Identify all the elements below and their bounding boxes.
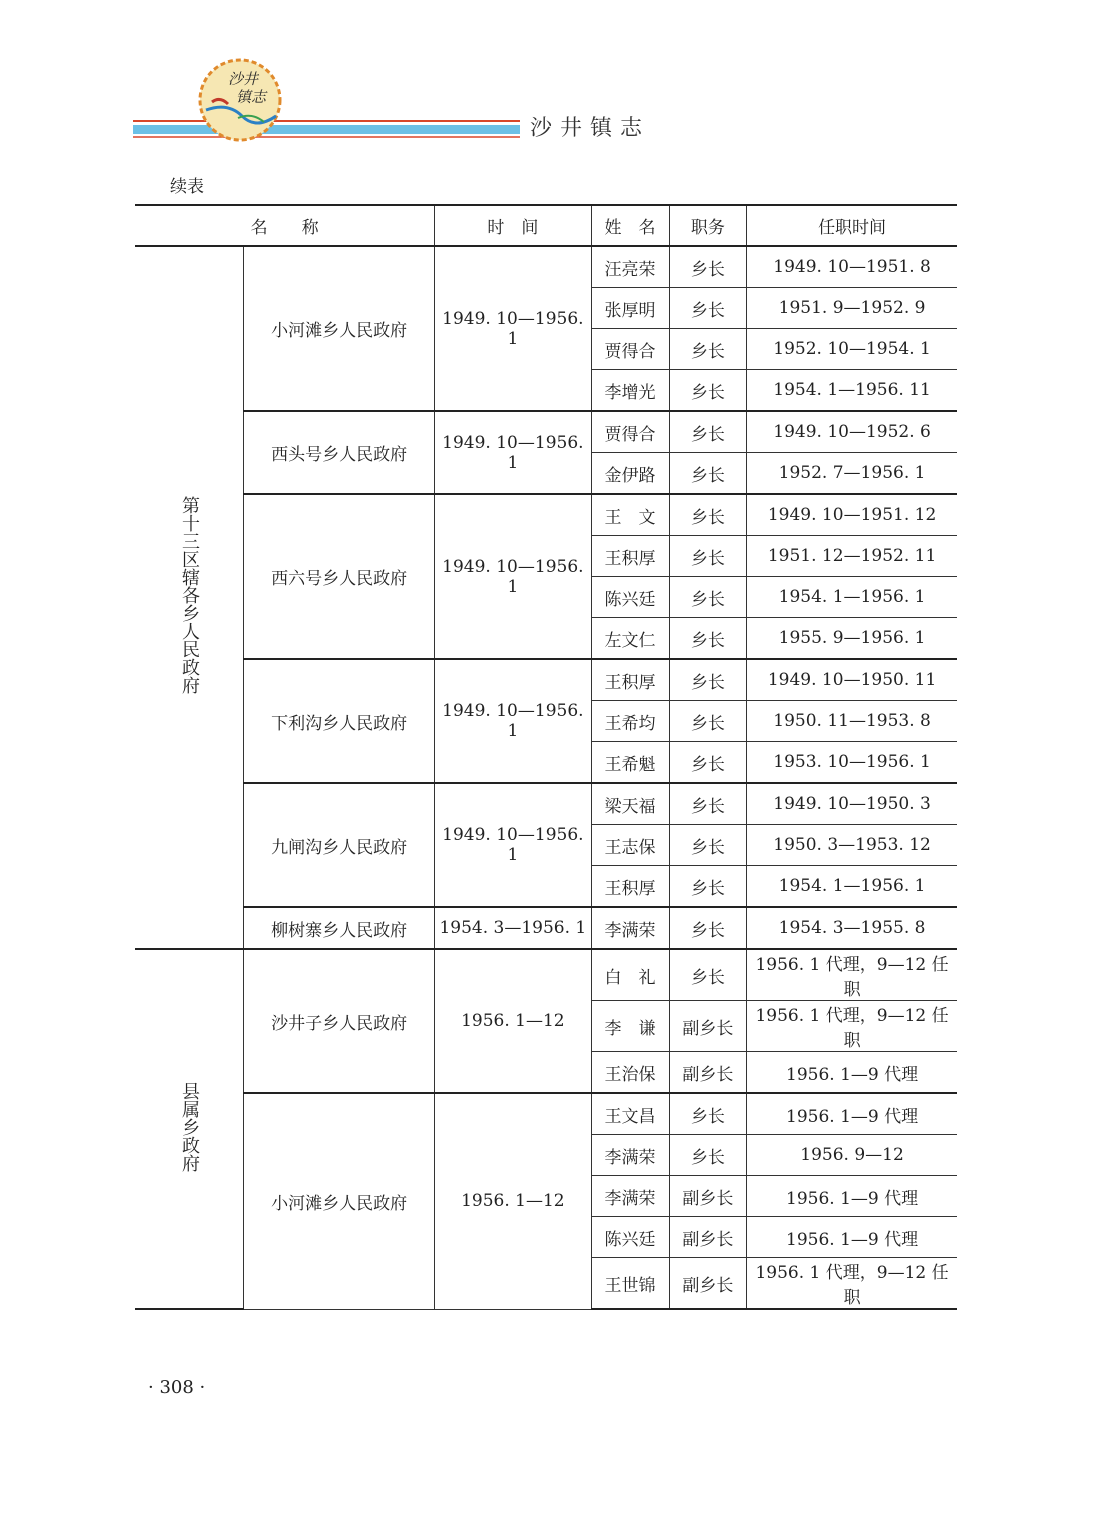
header-period: 时 间 [435, 205, 591, 246]
post-title: 副乡长 [669, 1217, 747, 1258]
term-of-office: 1953. 10—1956. 1 [747, 742, 957, 784]
term-of-office: 1950. 3—1953. 12 [747, 825, 957, 866]
person-name: 王积厚 [591, 866, 669, 908]
post-title: 乡长 [669, 783, 747, 825]
unit-period: 1949. 10—1956. 1 [435, 783, 591, 907]
person-name: 陈兴廷 [591, 1217, 669, 1258]
page-number: · 308 · [148, 1377, 206, 1398]
term-of-office: 1949. 10—1950. 3 [747, 783, 957, 825]
district-name-cell [135, 246, 244, 949]
table-row [135, 411, 957, 453]
person-name: 王 文 [591, 494, 669, 536]
table-row [135, 783, 957, 825]
post-title: 乡长 [669, 825, 747, 866]
post-title: 乡长 [669, 370, 747, 412]
unit-period: 1949. 10—1956. 1 [435, 494, 591, 659]
logo-text-top: 沙井 [228, 70, 259, 88]
post-title: 乡长 [669, 618, 747, 660]
term-of-office: 1956. 1—9 代理 [747, 1093, 957, 1135]
term-of-office: 1956. 1—9 代理 [747, 1217, 957, 1258]
term-of-office: 1956. 1—9 代理 [747, 1176, 957, 1217]
person-name: 王希均 [591, 701, 669, 742]
district-name: 县属乡政府 [179, 1081, 200, 1172]
header-name: 名 称 [135, 205, 435, 246]
person-name: 李增光 [591, 370, 669, 412]
person-name: 李满荣 [591, 907, 669, 949]
post-title: 乡长 [669, 453, 747, 495]
unit-name: 小河滩乡人民政府 [244, 246, 435, 411]
person-name: 王文昌 [591, 1093, 669, 1135]
person-name: 王积厚 [591, 536, 669, 577]
person-name: 王志保 [591, 825, 669, 866]
unit-name: 沙井子乡人民政府 [244, 949, 435, 1093]
post-title: 副乡长 [669, 1258, 747, 1310]
term-of-office: 1952. 7—1956. 1 [747, 453, 957, 495]
person-name: 李 谦 [591, 1001, 669, 1052]
term-of-office: 1951. 12—1952. 11 [747, 536, 957, 577]
post-title: 副乡长 [669, 1001, 747, 1052]
post-title: 乡长 [669, 536, 747, 577]
unit-period: 1956. 1—12 [435, 949, 591, 1093]
officials-table [135, 204, 957, 1310]
unit-period: 1949. 10—1956. 1 [435, 246, 591, 411]
person-name: 左文仁 [591, 618, 669, 660]
unit-period: 1949. 10—1956. 1 [435, 659, 591, 783]
logo-text-bottom: 镇志 [236, 88, 267, 106]
unit-name: 柳树寨乡人民政府 [244, 907, 435, 949]
book-title: 沙井镇志 [530, 116, 651, 141]
header-person: 姓 名 [591, 205, 669, 246]
person-name: 张厚明 [591, 288, 669, 329]
post-title: 乡长 [669, 742, 747, 784]
term-of-office: 1956. 9—12 [747, 1135, 957, 1176]
post-title: 乡长 [669, 246, 747, 288]
post-title: 乡长 [669, 907, 747, 949]
unit-period: 1949. 10—1956. 1 [435, 411, 591, 494]
unit-period: 1956. 1—12 [435, 1093, 591, 1309]
person-name: 贾得合 [591, 329, 669, 370]
person-name: 王希魁 [591, 742, 669, 784]
term-of-office: 1956. 1 代理，9—12 任职 [747, 1001, 957, 1052]
term-of-office: 1949. 10—1951. 8 [747, 246, 957, 288]
term-of-office: 1956. 1 代理，9—12 任职 [747, 1258, 957, 1310]
person-name: 陈兴廷 [591, 577, 669, 618]
post-title: 乡长 [669, 659, 747, 701]
unit-name: 下利沟乡人民政府 [244, 659, 435, 783]
post-title: 乡长 [669, 329, 747, 370]
person-name: 李满荣 [591, 1135, 669, 1176]
post-title: 乡长 [669, 494, 747, 536]
table-caption: 续表 [170, 177, 204, 197]
term-of-office: 1949. 10—1950. 11 [747, 659, 957, 701]
term-of-office: 1956. 1 代理，9—12 任职 [747, 949, 957, 1001]
person-name: 王世锦 [591, 1258, 669, 1310]
post-title: 乡长 [669, 577, 747, 618]
table-row [135, 907, 957, 949]
table-row [135, 659, 957, 701]
table-body [135, 246, 957, 1309]
post-title: 乡长 [669, 411, 747, 453]
header-post: 职务 [669, 205, 747, 246]
table-header-row [135, 205, 957, 246]
term-of-office: 1952. 10—1954. 1 [747, 329, 957, 370]
term-of-office: 1951. 9—1952. 9 [747, 288, 957, 329]
term-of-office: 1954. 1—1956. 11 [747, 370, 957, 412]
post-title: 乡长 [669, 1093, 747, 1135]
post-title: 乡长 [669, 1135, 747, 1176]
unit-name: 西六号乡人民政府 [244, 494, 435, 659]
post-title: 乡长 [669, 701, 747, 742]
post-title: 乡长 [669, 866, 747, 908]
table-row [135, 494, 957, 536]
post-title: 副乡长 [669, 1176, 747, 1217]
header-term: 任职时间 [747, 205, 957, 246]
post-title: 乡长 [669, 949, 747, 1001]
unit-name: 西头号乡人民政府 [244, 411, 435, 494]
page-header [0, 0, 1093, 150]
district-name: 第十三区辖各乡人民政府 [179, 496, 200, 694]
term-of-office: 1954. 3—1955. 8 [747, 907, 957, 949]
term-of-office: 1954. 1—1956. 1 [747, 577, 957, 618]
person-name: 李满荣 [591, 1176, 669, 1217]
table-row [135, 246, 957, 288]
person-name: 梁天福 [591, 783, 669, 825]
person-name: 王积厚 [591, 659, 669, 701]
person-name: 贾得合 [591, 411, 669, 453]
unit-name: 九闸沟乡人民政府 [244, 783, 435, 907]
term-of-office: 1955. 9—1956. 1 [747, 618, 957, 660]
post-title: 乡长 [669, 288, 747, 329]
logo-emblem [198, 58, 282, 142]
table-row [135, 949, 957, 1001]
district-name-cell [135, 949, 244, 1309]
term-of-office: 1949. 10—1951. 12 [747, 494, 957, 536]
unit-name: 小河滩乡人民政府 [244, 1093, 435, 1309]
person-name: 汪亮荣 [591, 246, 669, 288]
person-name: 金伊路 [591, 453, 669, 495]
term-of-office: 1950. 11—1953. 8 [747, 701, 957, 742]
term-of-office: 1949. 10—1952. 6 [747, 411, 957, 453]
person-name: 王治保 [591, 1052, 669, 1094]
table-row [135, 1093, 957, 1135]
term-of-office: 1954. 1—1956. 1 [747, 866, 957, 908]
person-name: 白 礼 [591, 949, 669, 1001]
term-of-office: 1956. 1—9 代理 [747, 1052, 957, 1094]
post-title: 副乡长 [669, 1052, 747, 1094]
unit-period: 1954. 3—1956. 1 [435, 907, 591, 949]
